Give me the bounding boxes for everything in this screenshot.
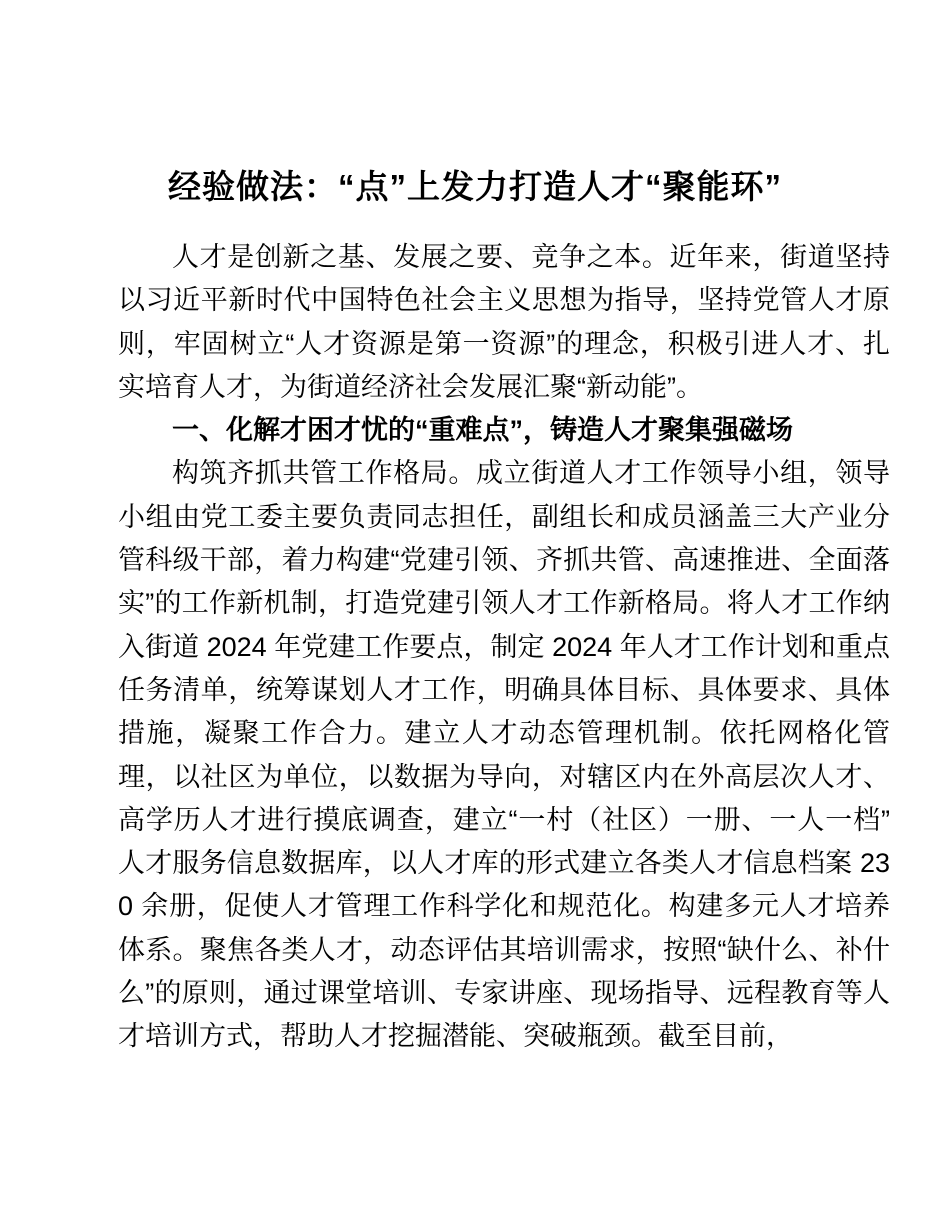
document-title: 经验做法：“点”上发力打造人才“聚能环” — [168, 168, 782, 205]
paragraph-section-1-body: 构筑齐抓共管工作格局。成立街道人才工作领导小组，领导小组由党工委主要负责同志担任，副组长和成员涵盖三大产业分管科级干部，着力构建“党建引领、齐抓共管、高速推进、全面落实”的工作新机制，打造党建引领人才工作新格局。将人才工作纳入街道 2024 年党建工作要点，制定 2024 年人才工作计划和重点任务清单，统筹谋划人才工作，明确具体目标、具体要求、具体措施，凝聚工作合力。建立人才动态管理机制。依托网格化管理，以社区为单位，以数据为导向，对辖区内在外高层次人才、高学历人才进行摸底调查，建立“一村（社区）一册、一人一档”人才服务信息数据库，以人才库的形式建立各类人才信息档案 230 余册，促使人才管理工作科学化和规范化。构建多元人才培养体系。聚焦各类人才，动态评估其培训需求，按照“缺什么、补什么”的原则，通过课堂培训、专家讲座、现场指导、远程教育等人才培训方式，帮助人才挖掘潜能、突破瓶颈。截至目前， — [118, 458, 890, 1052]
document-body — [118, 236, 890, 1059]
section-heading-1: 一、化解才困才忧的“重难点”，铸造人才聚集强磁场 — [172, 415, 793, 446]
paragraph-intro: 人才是创新之基、发展之要、竞争之本。近年来，街道坚持以习近平新时代中国特色社会主义思想为指导，坚持党管人才原则，牢固树立“人才资源是第一资源”的理念，积极引进人才、扎实培育人才，为街道经济社会发展汇聚“新动能”。 — [118, 242, 890, 402]
